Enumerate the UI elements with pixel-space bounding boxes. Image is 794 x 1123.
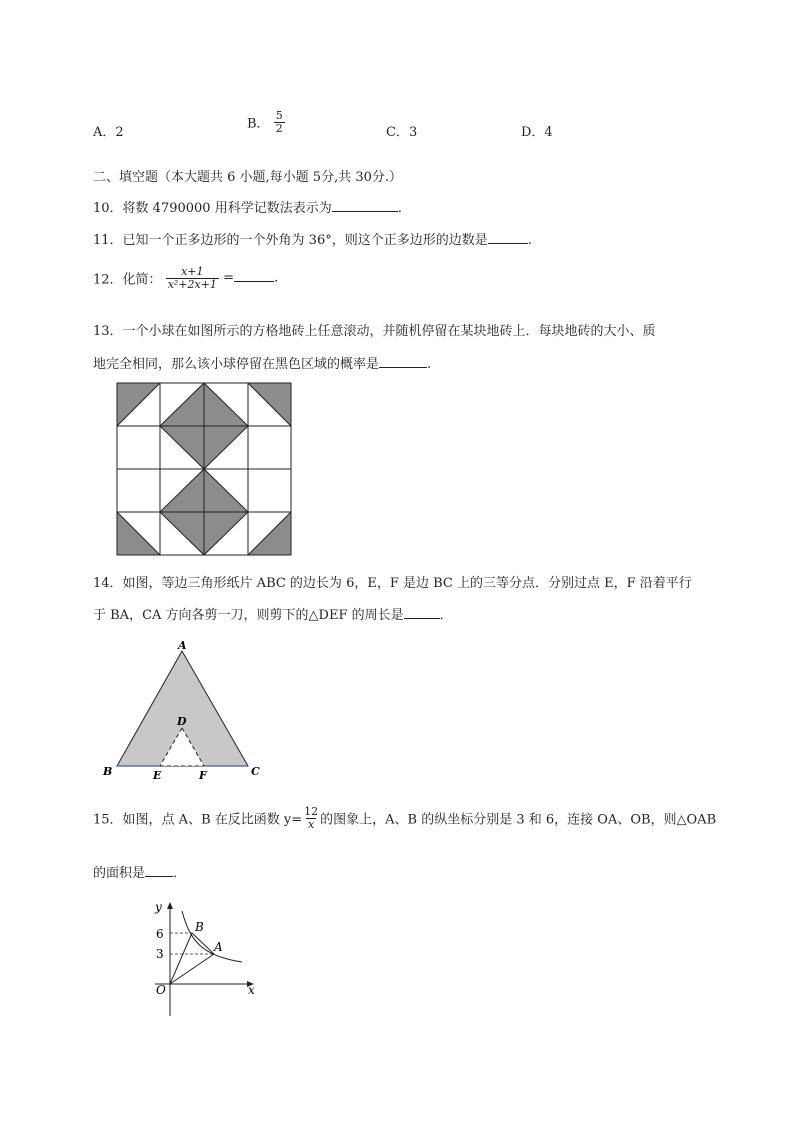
q13-line-1: 13．一个小球在如图所示的方格地砖上任意滚动，并随机停留在某块地砖上．每块地砖的大小、质 [93,324,656,339]
label-b: B [103,765,113,778]
q9-option-a: A．2 [93,125,124,140]
q12-prefix: 12．化简： [93,272,162,288]
label-e: E [153,769,162,782]
q15-answer-blank [145,864,173,877]
q12-end: . [273,270,279,286]
label-y: y [155,900,162,914]
q10-text: 10．将数 4790000 用科学记数法表示为 [93,201,332,216]
q10-end: . [397,201,402,216]
label-3: 3 [156,947,164,961]
q15-text-pre: 15．如图，点 A、B 在反比函数 y= [93,812,303,828]
label-o: O [156,983,166,997]
section2-heading: 二、填空题（本大题共 6 小题,每小题 5分,共 30分.） [93,170,403,185]
q15-fraction [302,806,320,830]
q12-answer-blank [234,269,274,282]
q13-text: 地完全相同，那么该小球停留在黑色区域的概率是 [93,357,380,372]
question-12 [93,266,278,290]
q11-end: . [527,233,532,248]
q14-triangle-figure [98,636,270,782]
q14-line-2 [93,604,453,623]
q15-inverse-graph [150,896,262,1020]
label-point-a: A [214,940,223,954]
q15-denominator: x [308,817,315,831]
q14-text: 于 BA，CA 方向各剪一刀，则剪下的△DEF 的周长是 [93,608,404,623]
label-6: 6 [156,927,164,941]
q12-fraction [166,266,219,290]
label-f: F [199,769,207,782]
q14-end: ． [439,608,453,623]
q9-option-d: D．4 [521,125,553,140]
label-a: A [178,639,187,652]
question-11 [93,229,532,248]
q14-answer-blank [404,606,440,619]
q15-text-post: 的图象上，A、B 的纵坐标分别是 3 和 6，连接 OA、OB，则△OAB [320,812,717,828]
q9-option-b-fraction [274,110,285,134]
tile-grid-lines [117,383,291,555]
question-10 [93,197,402,216]
q11-answer-blank [488,231,528,244]
q15-line-2 [93,862,186,881]
q12-denominator: x²+2x+1 [167,277,217,291]
q9-option-b-denominator: 2 [275,121,283,135]
q13-line-2 [93,353,431,372]
label-x: x [248,983,255,997]
q9-option-b [247,110,285,134]
label-c: C [251,765,260,778]
q15-numerator: 12 [304,805,319,818]
q13-tile-figure [116,382,292,556]
q12-numerator: x+1 [181,265,204,278]
label-d: D [177,715,187,728]
q14-line-1: 14．如图，等边三角形纸片 ABC 的边长为 6，E，F 是边 BC 上的三等分点．分别过点 E，F 沿着平行 [93,576,692,591]
q12-equals: = [223,270,234,286]
q15-line-1 [93,806,716,830]
y-axis-arrow [167,902,173,909]
q15-end: ． [173,866,187,881]
q9-option-c: C．3 [386,125,418,140]
q9-option-b-numerator: 5 [275,109,283,122]
segment-ab [192,933,214,954]
q10-answer-blank [332,199,398,212]
q13-end: . [427,357,432,372]
q13-answer-blank [379,355,427,368]
q9-option-b-label: B． [247,116,270,132]
q11-text: 11．已知一个正多边形的一个外角为 36°，则这个正多边形的边数是 [93,233,488,248]
label-point-b: B [195,920,204,934]
q15-text: 的面积是 [93,866,146,881]
